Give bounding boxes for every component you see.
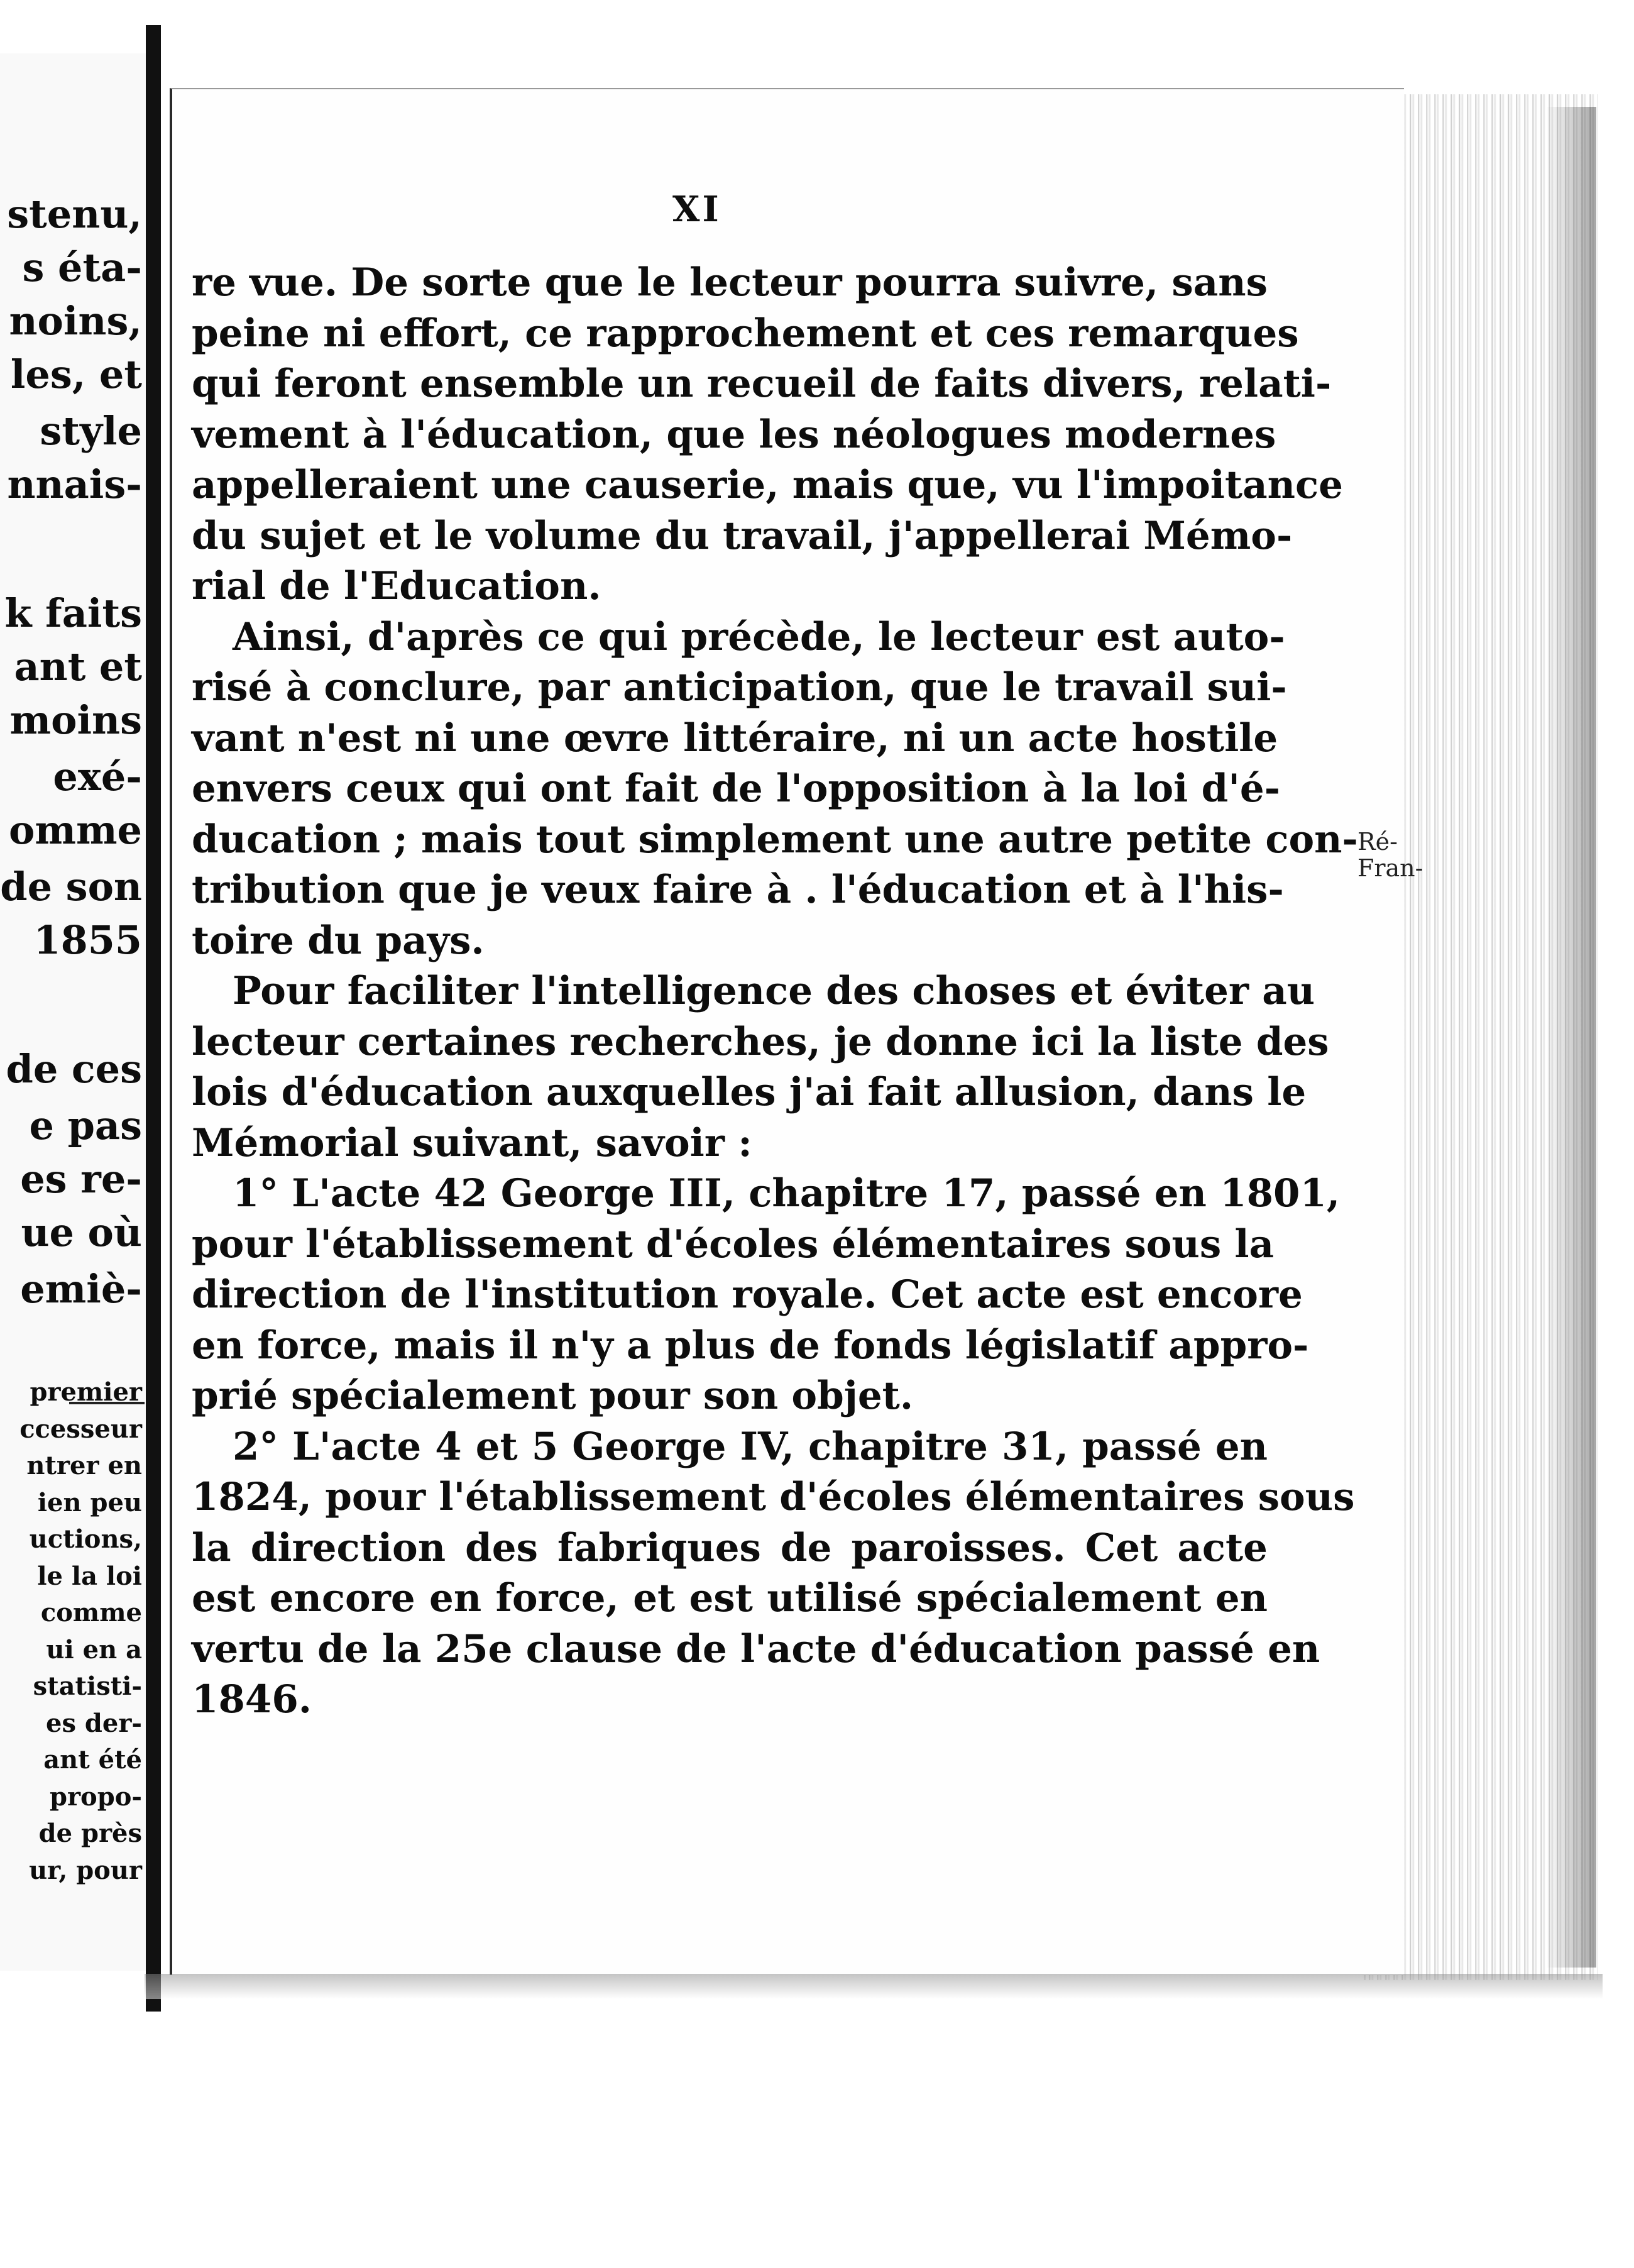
previous-page-footnote-line: uctions, [29, 1524, 142, 1554]
text-line: vertu de la 25e clause de l'acte d'éducation passé en [192, 1626, 1320, 1671]
text-line: Pour faciliter l'intelligence des choses et éviter au [233, 969, 1315, 1013]
previous-page-footnote-line: propo- [50, 1781, 142, 1812]
text-line: appelleraient une causerie, mais que, vu l'impoitance [192, 463, 1343, 507]
paragraph [192, 966, 1329, 1169]
previous-page-line: de ces [6, 1046, 142, 1092]
previous-page-line: ant et [14, 644, 142, 690]
text-line: direction de l'institution royale. Cet acte est encore [192, 1272, 1303, 1317]
text-line: envers ceux qui ont fait de l'opposition à la loi d'é- [192, 766, 1281, 811]
previous-page-footnote-line: ntrer en [26, 1451, 142, 1480]
text-line: prié spécialement pour son objet. [192, 1373, 914, 1418]
previous-page-line: e pas [29, 1103, 142, 1148]
previous-page-footnote-line: ien peu [37, 1487, 142, 1517]
text-line: pour l'établissement d'écoles élémentaires sous la [192, 1221, 1275, 1267]
previous-page-line: emiè- [20, 1266, 142, 1312]
text-line: du sujet et le volume du travail, j'appellerai Mémo- [192, 513, 1293, 558]
text-line: vant n'est ni une œvre littéraire, ni un acte hostile [192, 715, 1278, 761]
text-line: Ainsi, d'après ce qui précède, le lecteur est auto- [233, 614, 1285, 659]
text-line: 1824, pour l'établissement d'écoles élémentaires sous [192, 1475, 1355, 1519]
previous-page-line: 1855 [33, 917, 142, 963]
previous-page-line: s éta- [22, 245, 142, 290]
previous-page-line: es re- [20, 1156, 142, 1202]
previous-page-footnote-line: ur, pour [29, 1855, 142, 1885]
previous-page-footnote-line: le la loi [37, 1561, 142, 1591]
book-gutter [146, 25, 161, 2012]
next-page-margin-fragment [1357, 828, 1423, 881]
previous-page-footnote-line: statisti- [33, 1671, 142, 1701]
text-line: 2° L'acte 4 et 5 George IV, chapitre 31, passé en [233, 1424, 1268, 1469]
previous-page-fragment [0, 53, 146, 1971]
page-number: XI [672, 189, 721, 230]
previous-page-line: de son [0, 864, 142, 910]
text-line: toire du pays. [192, 918, 485, 963]
previous-page-footnote-line: es der- [46, 1708, 142, 1738]
text-line: lois d'éducation auxquelles j'ai fait allusion, dans le [192, 1070, 1307, 1115]
text-line: est encore en force, et est utilisé spécialement en [192, 1576, 1268, 1621]
previous-page-line: moins [9, 697, 142, 743]
paragraph [192, 1169, 1341, 1422]
previous-page-footnote-line: premier [30, 1377, 142, 1407]
previous-page-footnote-line: de près [38, 1819, 142, 1848]
previous-page-footnote-line: comme [40, 1598, 142, 1627]
text-line: risé à conclure, par anticipation, que le travail sui- [192, 665, 1287, 710]
previous-page-footnote-line: ui en a [46, 1634, 142, 1665]
previous-page-line: stenu, [7, 191, 142, 237]
page-edges-shadow [1546, 107, 1596, 1968]
text-line: re vue. De sorte que le lecteur pourra suivre, sans [192, 260, 1268, 305]
text-line: en force, mais il n'y a plus de fonds législatif appro- [192, 1323, 1309, 1368]
text-line: rial de l'Education. [192, 564, 601, 608]
text-line: peine ni effort, ce rapprochement et ces remarques [192, 311, 1299, 356]
previous-page-line: les, et [10, 351, 142, 397]
previous-page-line: nnais- [7, 461, 142, 507]
text-line: 1846. [192, 1677, 312, 1722]
previous-page-line: ue où [21, 1209, 142, 1255]
previous-page-line: k faits [4, 590, 142, 636]
previous-page-line: omme [8, 807, 142, 853]
text-line: Mémorial suivant, savoir : [192, 1120, 752, 1165]
previous-page-line: exé- [53, 754, 142, 800]
text-line: vement à l'éducation, que les néologues modernes [192, 412, 1276, 457]
text-line: lecteur certaines recherches, je donne ici la liste des [192, 1019, 1329, 1064]
paragraph [192, 612, 1358, 967]
text-line: ducation ; mais tout simplement une autre petite con- [192, 817, 1358, 862]
text-line: 1° L'acte 42 George III, chapitre 17, passé en 1801, [233, 1171, 1341, 1216]
previous-page-line: style [40, 408, 142, 454]
previous-page-footnote-line: ccesseur [19, 1414, 142, 1444]
paragraph [192, 258, 1343, 612]
page-body-text [192, 258, 1358, 1726]
page-bottom-shadow [145, 1974, 1603, 1999]
previous-page-footnote-line: ant été [43, 1745, 142, 1775]
margin-fragment-line: Ré- [1357, 828, 1398, 856]
text-line: tribution que je veux faire à . l'éducation et à l'his- [192, 867, 1284, 912]
previous-page-line: noins, [9, 298, 142, 344]
paragraph [192, 1422, 1355, 1726]
text-line: la direction des fabriques de paroisses. Cet acte [192, 1525, 1268, 1570]
margin-fragment-line: Fran- [1357, 854, 1423, 882]
text-line: qui feront ensemble un recueil de faits divers, relati- [192, 361, 1332, 406]
